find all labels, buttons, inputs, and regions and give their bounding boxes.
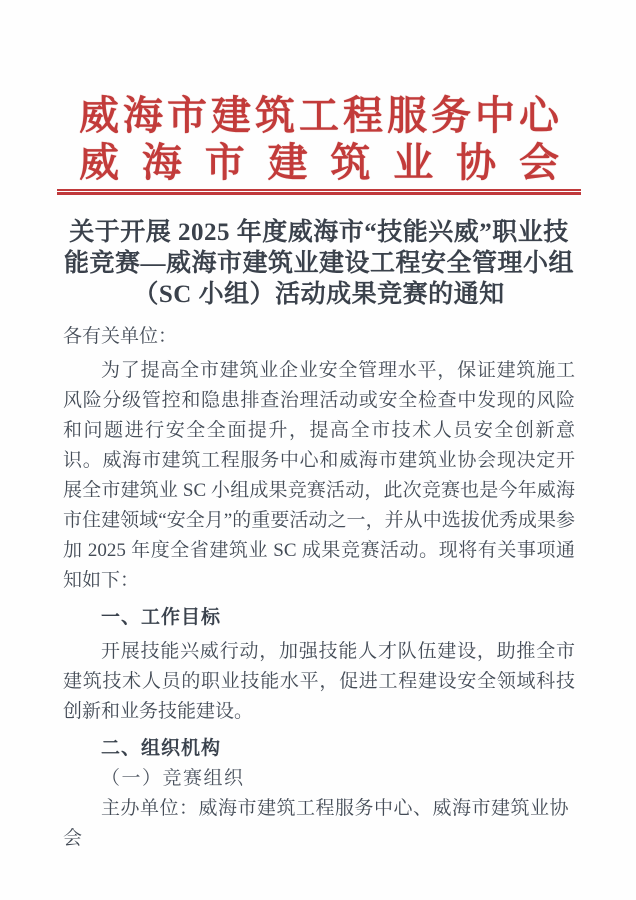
document-body (63, 322, 575, 854)
section-heading-organization: 二、组织机构 (101, 738, 222, 759)
letterhead (63, 92, 575, 186)
document-title (63, 217, 575, 310)
intro-paragraph: 为了提高全市建筑业企业安全管理水平，保证建筑施工风险分级管控和隐患排查治理活动或安全检查中发现的风险和问题进行安全全面提升，提高全市技术人员安全创新意识。威海市建筑工程服务中心和威海市建筑业协会现决定开展全市建筑业 SC 小组成果竞赛活动，此次竞赛也是今年威海市住建领域“安全月”的重要活动之一，并从中选拔优秀成果参加 2025 年度全省建筑业 SC 成果竞赛活动。现将有关事项通知如下： (63, 360, 575, 591)
title-line-1: 关于开展 2025 年度威海市“技能兴威”职业技 (69, 219, 569, 246)
section-heading-work-goals: 一、工作目标 (101, 607, 222, 628)
section-body-work-goals: 开展技能兴威行动，加强技能人才队伍建设，助推全市建筑技术人员的职业技能水平，促进工程建设安全领域科技创新和业务技能建设。 (63, 641, 575, 722)
red-separator-rule (57, 189, 581, 195)
issuer-name-line-1: 威海市建筑工程服务中心 (79, 93, 559, 138)
title-line-2: 能竞赛—威海市建筑业建设工程安全管理小组 (63, 250, 574, 277)
salutation: 各有关单位： (63, 326, 178, 347)
subsection-heading-competition-organization: （一）竞赛组织 (101, 768, 245, 789)
host-unit-line: 主办单位：威海市建筑工程服务中心、威海市建筑业协会 (63, 798, 570, 849)
title-line-3: （SC 小组）活动成果竞赛的通知 (133, 281, 505, 308)
issuer-name-line-2: 威海市建筑业协会 (79, 140, 559, 185)
